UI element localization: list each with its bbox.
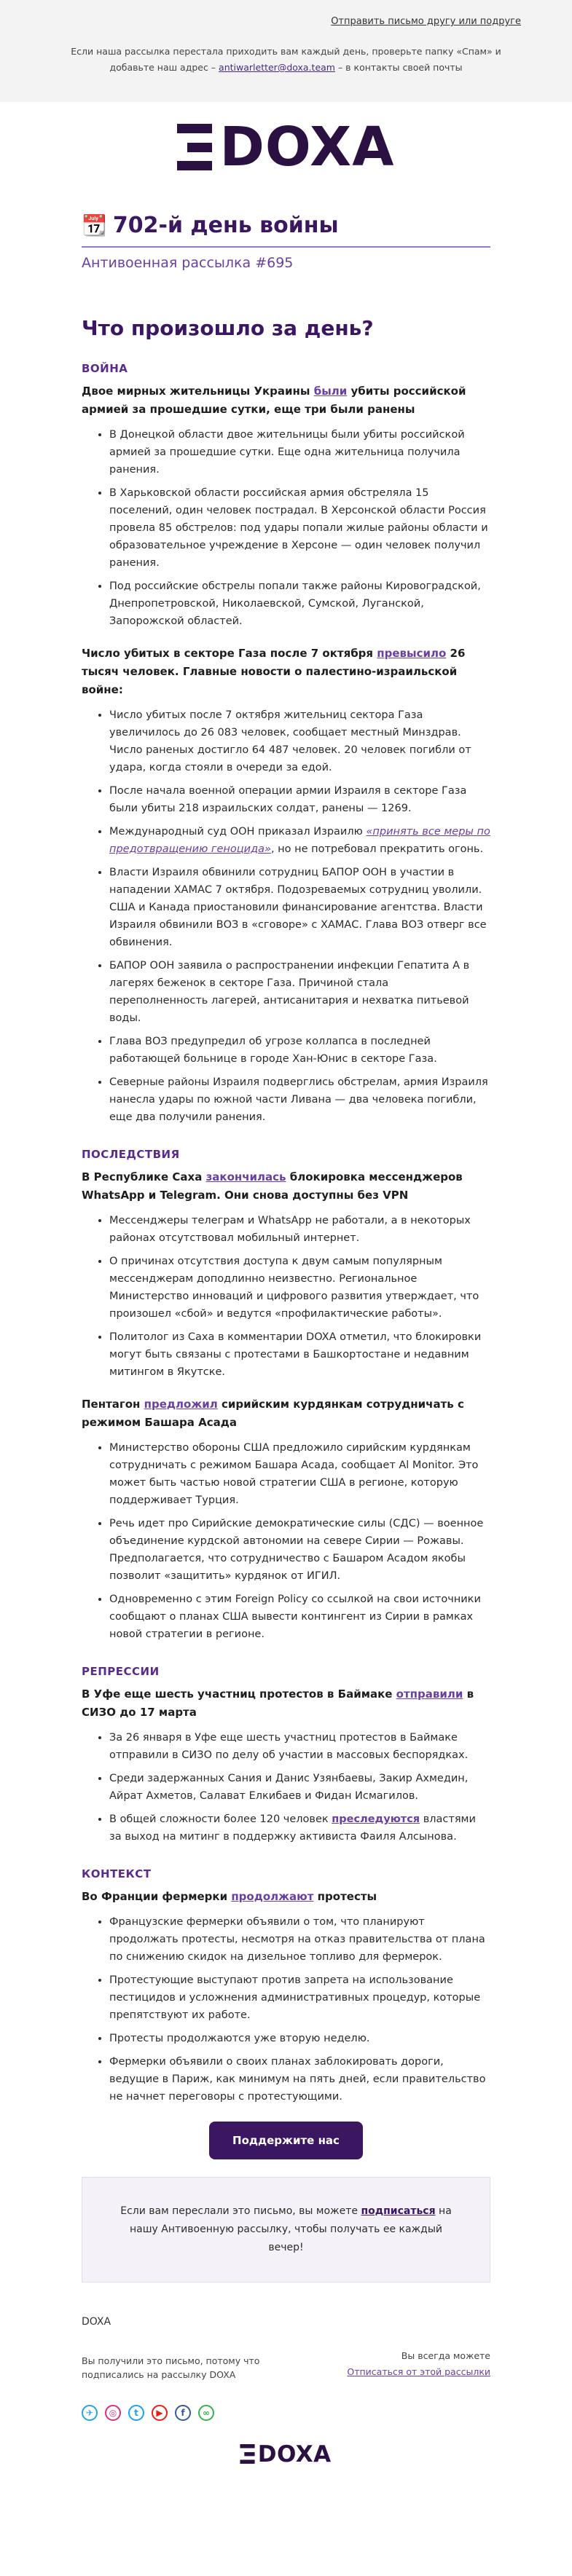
subscribe-box <box>82 2177 490 2282</box>
headline-text-end: сирийским курдянкам сотрудничать с режимом Башара Асада <box>82 1398 464 1429</box>
notice-text-end: – в контакты своей почты <box>334 62 463 73</box>
list-item-text: Глава ВОЗ предупредил об угрозе коллапса в последней работающей больнице в городе Хан-Юнис в секторе Газа. <box>109 1036 437 1065</box>
list-item-link[interactable]: преследуются <box>332 1813 420 1825</box>
notice-text: Если наша рассылка перестала приходить вам каждый день, проверьте папку «Спам» и добавьте наш адрес – <box>71 46 501 73</box>
list-item-text-end: , но не потребовал прекратить огонь. <box>270 843 484 855</box>
story-headline <box>82 1168 490 1205</box>
subscribe-text: Если вам переслали это письмо, вы можете <box>120 2205 361 2217</box>
story-list <box>82 706 490 1126</box>
section-label: РЕПРЕССИИ <box>82 1665 160 1678</box>
list-item-text: Международный суд ООН приказал Израилю <box>109 826 367 838</box>
story-list <box>82 426 490 630</box>
subscribe-link[interactable]: подписаться <box>361 2205 436 2217</box>
list-item-text-end: властями за выход на митинг в поддержку активиста Фаиля Алсынова. <box>109 1813 476 1843</box>
list-item <box>109 957 490 1027</box>
list-item <box>109 864 490 951</box>
list-item-text: Северные районы Израиля подверглись обстрелам, армия Израиля нанесла удары по южной части Ливана — два человека погибли, еще два получили ранения. <box>109 1076 488 1123</box>
instagram-icon[interactable]: ◎ <box>105 2405 121 2421</box>
headline-link[interactable]: закончилась <box>205 1170 286 1183</box>
list-item-text: За 26 января в Уфе еще шесть участниц протестов в Баймаке отправили в СИЗО по делу об участии в массовых беспорядках. <box>109 1732 469 1761</box>
title-divider <box>82 246 490 248</box>
unsubscribe-link[interactable]: Отписаться от этой рассылки <box>347 2366 490 2377</box>
list-item <box>109 1591 490 1643</box>
story-headline <box>82 1685 490 1722</box>
headline-text-end: протесты <box>313 1890 377 1903</box>
list-item-text: О причинах отсутствия доступа к двум самым популярным мессенджерам доподлинно неизвестно. Региональное Министерство инноваций и цифрового развития утверждает, что произошел «сбой» и ведутся «профилактические работы». <box>109 1256 479 1320</box>
footer-reason: Вы получили это письмо, потому что подписались на рассылку DOXA <box>82 2355 260 2380</box>
section-label: КОНТЕКСТ <box>82 1867 152 1880</box>
footer-right <box>347 2348 490 2380</box>
list-item <box>109 1972 490 2024</box>
list-item <box>109 426 490 478</box>
list-item <box>109 2053 490 2106</box>
support-button[interactable]: Поддержите нас <box>209 2122 363 2159</box>
social-links <box>82 2405 214 2421</box>
list-item <box>109 1439 490 1509</box>
footer <box>82 2316 490 2484</box>
list-item <box>109 1253 490 1323</box>
link-icon[interactable]: ∞ <box>198 2405 214 2421</box>
headline-text: В Уфе еще шесть участниц протестов в Баймаке <box>82 1687 396 1701</box>
youtube-icon[interactable]: ▶ <box>152 2405 168 2421</box>
newsletter-issue: Антивоенная рассылка #695 <box>82 255 294 271</box>
twitter-icon[interactable]: t <box>128 2405 144 2421</box>
story-headline <box>82 382 490 419</box>
list-item <box>109 1033 490 1068</box>
footer-logo-mark-icon <box>240 2444 255 2464</box>
list-item <box>109 823 490 858</box>
calendar-icon: 📆 <box>82 213 107 237</box>
list-item-text: После начала военной операции армии Израиля в секторе Газа были убиты 218 израильских солдат, ранены — 1269. <box>109 785 467 814</box>
story-list <box>82 1439 490 1643</box>
list-item-text: Власти Израиля обвинили сотрудниц БАПОР ООН в участии в нападении ХАМАС 7 октября. Подозреваемых сотрудниц уволили. США и Канада приостановили финансирование агентства. Власти Израиля обвинили ВОЗ в «сговоре» с ХАМАС. Глава ВОЗ отверг все обвинения. <box>109 867 487 948</box>
list-item-text: Политолог из Саха в комментарии DOXA отметил, что блокировки могут быть связаны с протестами в Башкортостане и недавним митингом в Якутске. <box>109 1331 482 1378</box>
footer-logo[interactable] <box>82 2441 490 2491</box>
list-item-text: В общей сложности более 120 человек <box>109 1813 332 1825</box>
list-item-text: Протестующие выступают против запрета на использование пестицидов и усложнения административных процедур, которые препятствуют их работе. <box>109 1974 481 2021</box>
list-item <box>109 1212 490 1247</box>
list-item <box>109 578 490 630</box>
cta-wrap <box>82 2122 490 2159</box>
list-item <box>109 1515 490 1585</box>
headline-text-end: убиты российской армией за прошедшие сутки, еще три были ранены <box>82 385 466 416</box>
list-item <box>109 1913 490 1966</box>
page-title-text: 702-й день войны <box>112 213 339 238</box>
forward-link[interactable]: Отправить письмо другу или подруге <box>331 16 521 27</box>
list-item <box>109 1328 490 1381</box>
list-item <box>109 1770 490 1805</box>
section-label: ВОЙНА <box>82 362 128 375</box>
headline-text-end: 26 тысяч человек. Главные новости о палестино-израильской войне: <box>82 647 466 696</box>
list-item-text: В Харьковской области российская армия обстреляла 15 поселений, один человек пострадал. В Херсонской области Россия провела 85 обстрелов: под удары попали жилые районы области и образовательное учреждение в Херсоне — один человек получил ранения. <box>109 487 488 569</box>
headline-text: Во Франции фермерки <box>82 1890 232 1903</box>
headline-text: Пентагон <box>82 1398 144 1411</box>
main-heading: Что произошло за день? <box>82 316 374 340</box>
list-item-text: Среди задержанных Сания и Данис Узянбаевы, Закир Ахмедин, Айрат Ахметов, Салават Елкибаев и Фидан Исмагилов. <box>109 1773 469 1802</box>
story-headline <box>82 1395 490 1432</box>
list-item-text: Число убитых после 7 октября жительниц сектора Газа увеличилось до 26 083 человек, сообщает местный Минздрав. Число раненых достигло 64 487 человек. 20 человек погибли от удара, когда стояли в очереди за едой. <box>109 709 471 773</box>
list-item <box>109 782 490 817</box>
section-label: ПОСЛЕДСТВИЯ <box>82 1148 180 1161</box>
story-headline <box>82 1888 490 1906</box>
list-item <box>109 706 490 776</box>
spam-notice <box>58 44 514 76</box>
list-item-text: Мессенджеры телеграм и WhatsApp не работали, а в некоторых районах отсутствовал мобильный интернет. <box>109 1215 471 1244</box>
subscribe-text-end: на нашу Антивоенную рассылку, чтобы получать ее каждый вечер! <box>130 2205 452 2253</box>
list-item <box>109 484 490 572</box>
list-item <box>109 2030 490 2047</box>
list-item-text: Министерство обороны США предложило сирийским курдянкам сотрудничать с режимом Башара Асада, сообщает Al Monitor. Это может быть частью новой стратегии США в регионе, которую поддерживает Турция. <box>109 1442 479 1506</box>
list-item <box>109 1074 490 1126</box>
doxa-logo[interactable] <box>0 116 572 178</box>
list-item <box>109 1811 490 1846</box>
story-list <box>82 1913 490 2106</box>
page-title <box>82 210 490 242</box>
headline-link[interactable]: отправили <box>396 1687 463 1701</box>
list-item-text: Под российские обстрелы попали также районы Кировоградской, Днепропетровской, Николаевской, Сумской, Луганской, Запорожской областей. <box>109 580 481 627</box>
telegram-icon[interactable]: ✈ <box>82 2405 98 2421</box>
headline-link[interactable]: предложил <box>144 1398 218 1411</box>
list-item-link[interactable]: «принять все меры по предотвращению геноцида» <box>109 826 490 855</box>
story-headline <box>82 645 490 699</box>
headline-text: В Республике Саха <box>82 1170 206 1183</box>
notice-email-link[interactable]: antiwarletter@doxa.team <box>219 62 335 73</box>
logo-text: DOXA <box>219 116 395 178</box>
headline-text: Двое мирных жительницы Украины <box>82 385 314 398</box>
story-list <box>82 1729 490 1846</box>
headline-text-end: в СИЗО до 17 марта <box>82 1687 474 1719</box>
list-item-text: Протесты продолжаются уже вторую неделю. <box>109 2033 370 2044</box>
list-item-text: Речь идет про Сирийские демократические силы (СДС) — военное объединение курдской автономии на севере Сирии — Рожавы. Предполагается, что сотрудничество с Башаром Асадом якобы позволит «защитить» курдянок от ИГИЛ. <box>109 1518 484 1582</box>
logo-mark-icon <box>177 124 212 170</box>
headline-link[interactable]: продолжают <box>231 1890 314 1903</box>
footer-logo-text: DOXA <box>258 2441 332 2467</box>
list-item <box>109 1729 490 1764</box>
footer-right-text: Вы всегда можете <box>401 2350 490 2361</box>
headline-link[interactable]: превысило <box>377 647 447 660</box>
list-item-text: Одновременно с этим Foreign Policy со ссылкой на свои источники сообщают о планах США вывести контингент из Сирии в рамках новой стратегии в регионе. <box>109 1594 481 1640</box>
news-sections <box>82 362 490 2106</box>
headline-link[interactable]: были <box>313 385 348 398</box>
facebook-icon[interactable]: f <box>175 2405 191 2421</box>
footer-brand: DOXA <box>82 2316 111 2328</box>
headline-text: Число убитых в секторе Газа после 7 октября <box>82 647 377 660</box>
list-item-text: В Донецкой области двое жительницы были убиты российской армией за прошедшие сутки. Еще одна жительница получила ранения. <box>109 429 465 476</box>
story-list <box>82 1212 490 1381</box>
headline-text-end: блокировка мессенджеров WhatsApp и Telegram. Они снова доступны без VPN <box>82 1170 463 1202</box>
list-item-text: Французские фермерки объявили о том, что планируют продолжать протесты, несмотря на отказ правительства от плана по снижению скидок на дизельное топливо для фермерок. <box>109 1916 485 1963</box>
list-item-text: Фермерки объявили о своих планах заблокировать дороги, ведущие в Париж, как минимум на пять дней, если правительство не начнет переговоры с протестующими. <box>109 2056 486 2103</box>
header-bar <box>0 0 572 102</box>
list-item-text: БАПОР ООН заявила о распространении инфекции Гепатита А в лагерях беженок в секторе Газа. Причиной стала переполненность лагерей, антисанитария и нехватка питьевой воды. <box>109 960 470 1024</box>
newsletter-content <box>82 210 490 2484</box>
